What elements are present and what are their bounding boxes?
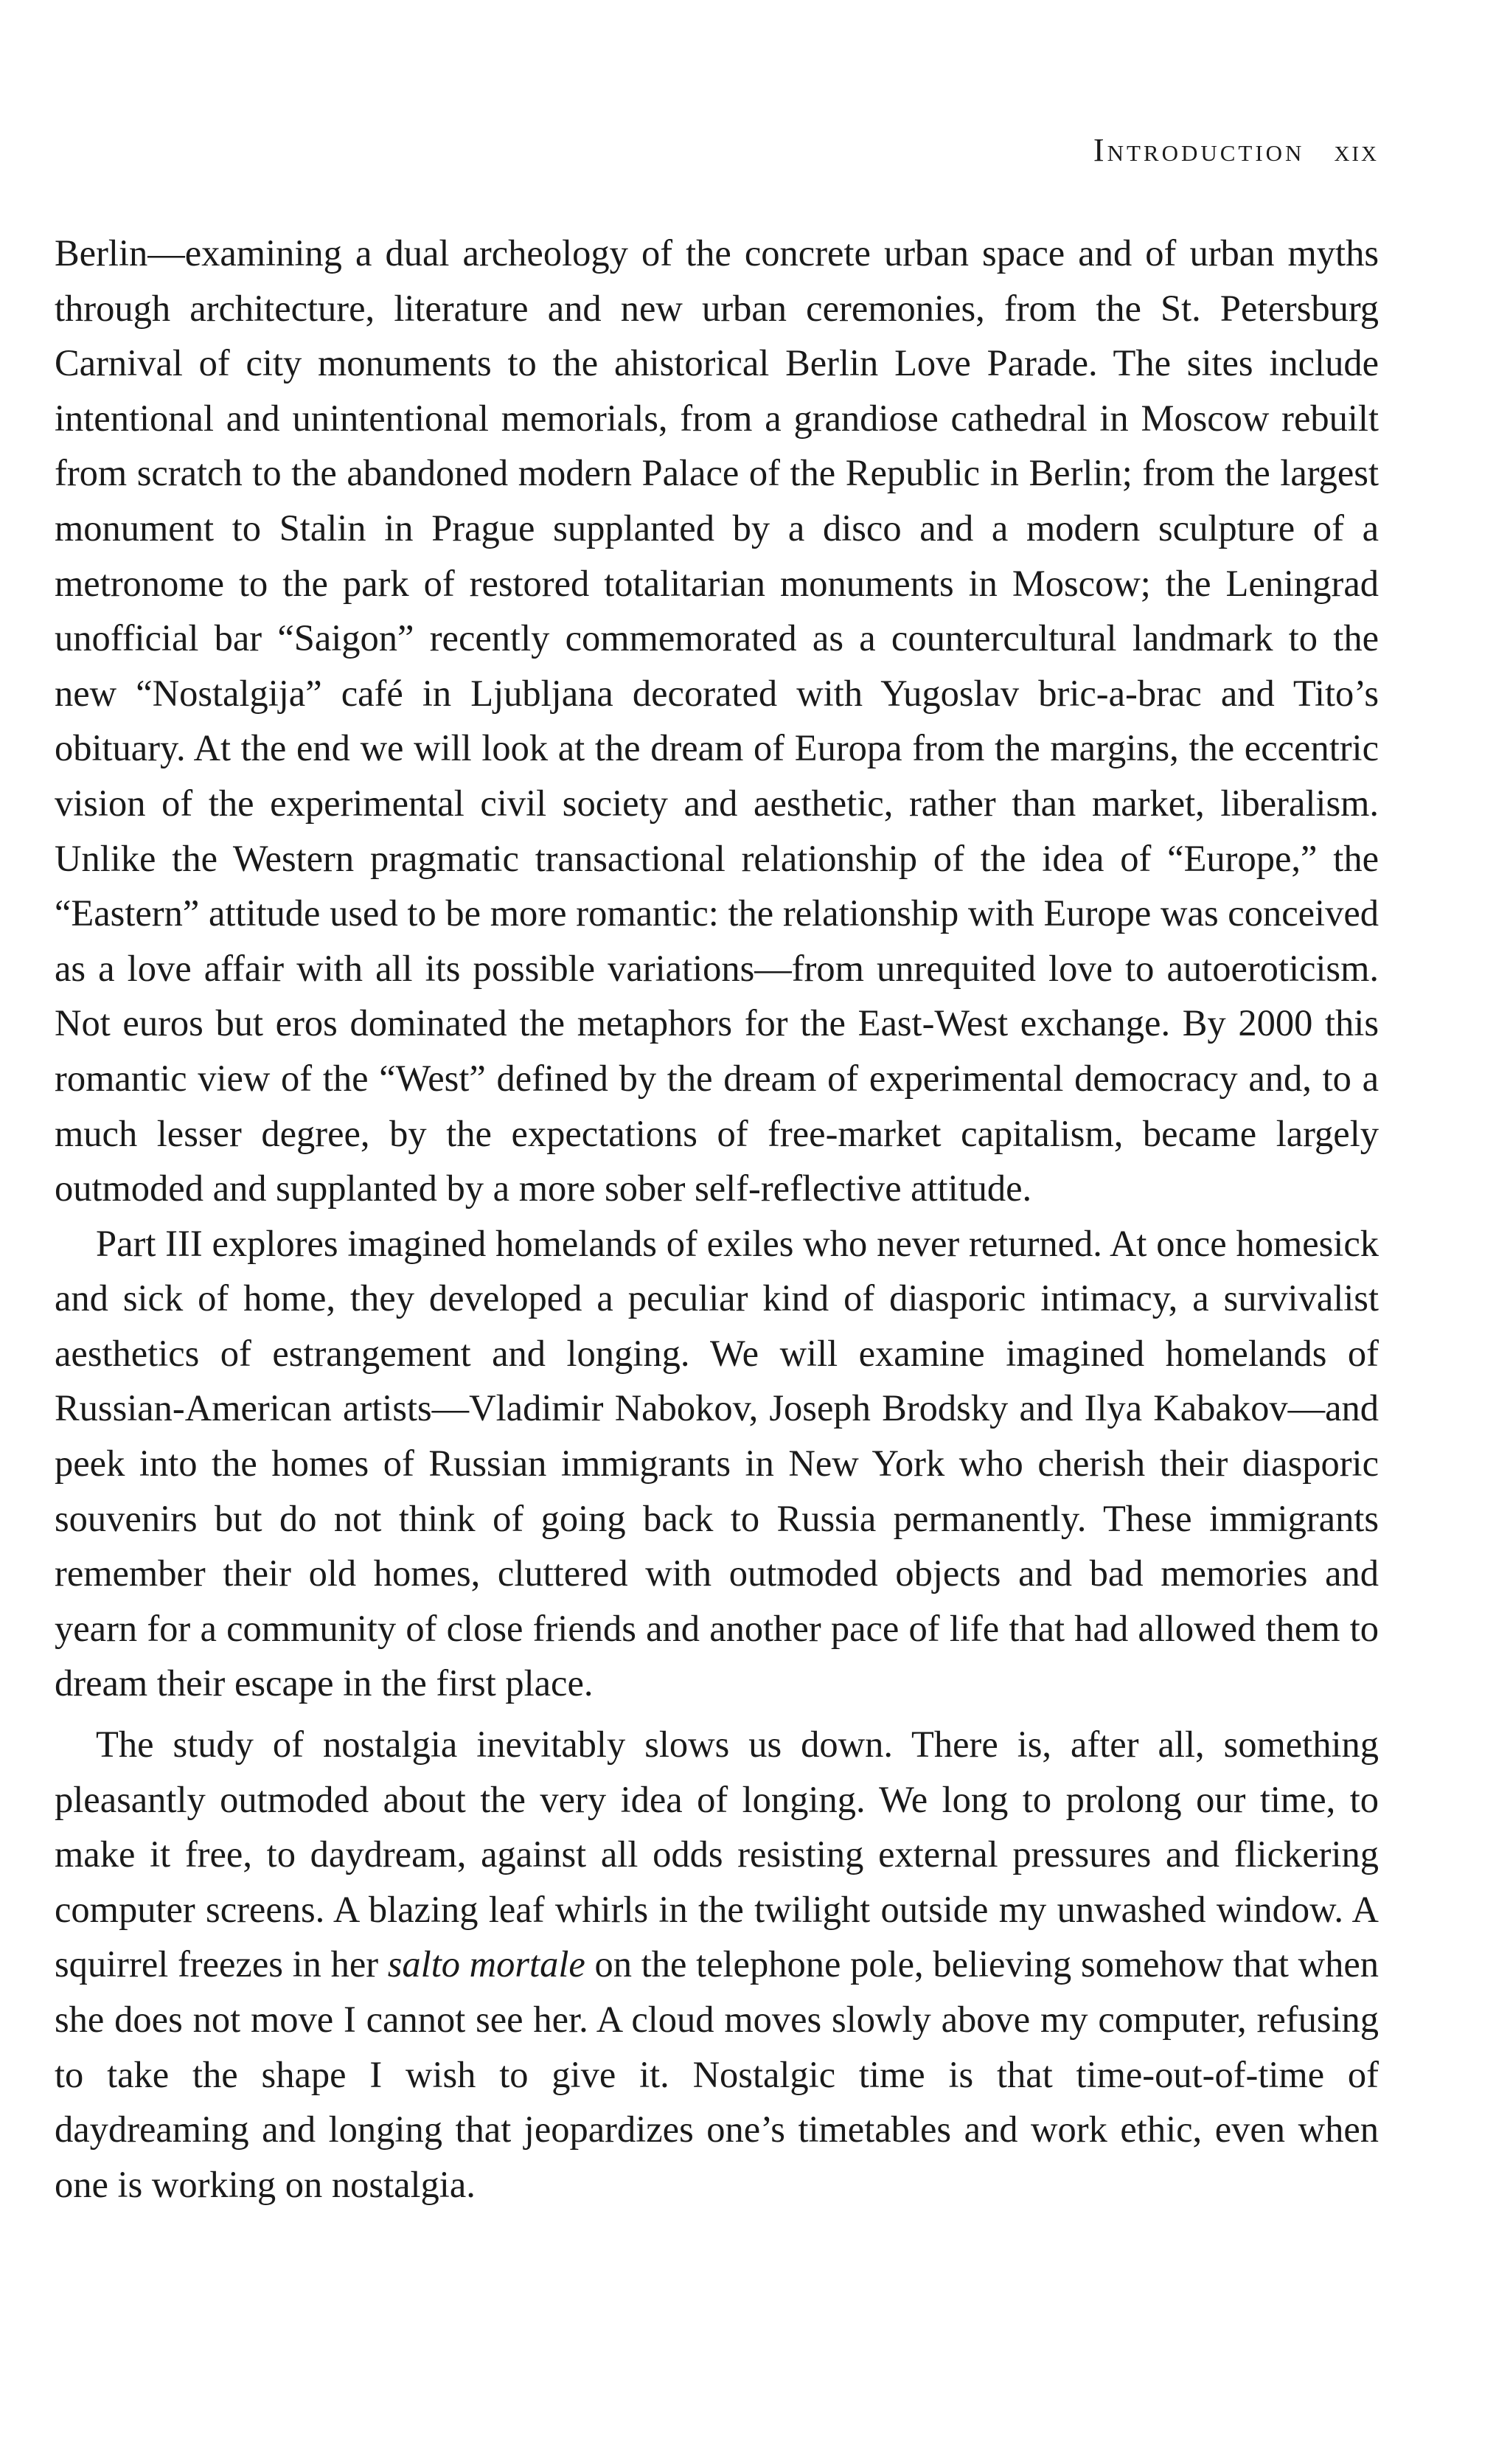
italic-phrase: salto mortale [387,1943,585,1985]
running-head-section-title: Introduction [1093,132,1305,168]
paragraph-part-three: Part III explores imagined homelands of exiles who never returned. At once homesick and sick of home, they developed a peculiar kind of diasporic intimacy, a survivalist aesthetics of estrangement and longing. We will examine imagined homelands of Russian-American artists—Vladimir Nabokov, Joseph Brodsky and Ilya Kabakov—and peek into the homes of Russian immigrants in New York who cherish their diasporic souvenirs but do not think of going back to Russia permanently. These immigrants remember their old homes, cluttered with outmoded objects and bad memories and yearn for a community of close friends and another pace of life that had allowed them to dream their escape in the first place. [55,1222,1379,1704]
body-text [55,226,1379,2212]
paragraph-continued: Berlin—examining a dual archeology of the concrete urban space and of urban myths through architecture, literature and new urban ceremonies, from the St. Petersburg Carnival of city monuments to the ahistorical Berlin Love Parade. The sites include intentional and unintentional memorials, from a grandiose cathedral in Moscow rebuilt from scratch to the abandoned modern Palace of the Republic in Berlin; from the largest monument to Stalin in Prague supplanted by a disco and a modern sculpture of a metronome to the park of restored totalitarian monuments in Moscow; the Leningrad unofficial bar “Saigon” recently commemorated as a countercultural landmark to the new “Nostalgija” café in Ljubljana decorated with Yugoslav bric-a-brac and Tito’s obituary. At the end we will look at the dream of Europa from the margins, the eccentric vision of the experimental civil society and aesthetic, rather than market, liberalism. Unlike the Western pragmatic transactional relationship of the idea of “Europe,” the “Eastern” attitude used to be more romantic: the relationship with Europe was conceived as a love affair with all its possible variations—from unrequited love to autoeroticism. Not euros but eros dominated the metaphors for the East-West exchange. By 2000 this romantic view of the “West” defined by the dream of experimental democracy and, to a much lesser degree, by the expectations of free-market capitalism, became largely outmoded and supplanted by a more sober self-reflective attitude. [55,232,1379,1210]
page-number: xix [1334,134,1379,168]
running-head [1093,131,1379,169]
paragraph-study-of-nostalgia [55,1717,1379,2212]
paragraph-text-after-italic: on the telephone pole, believing somehow that when she does not move I cannot see her. A cloud moves slowly above my computer, refusing to take the shape I wish to give it. Nostalgic time is that time-out-of-time of daydreaming and longing that jeopardizes one’s timetables and work ethic, even when one is working on nostalgia. [55,1943,1379,2205]
paragraph-text-before-italic: The study of nostalgia inevitably slows us down. There is, after all, something pleasantly outmoded about the very idea of longing. We long to prolong our time, to make it free, to daydream, against all odds resisting external pressures and flickering computer screens. A blazing leaf whirls in the twilight outside my unwashed window. A squirrel freezes in her [55,1724,1379,1985]
